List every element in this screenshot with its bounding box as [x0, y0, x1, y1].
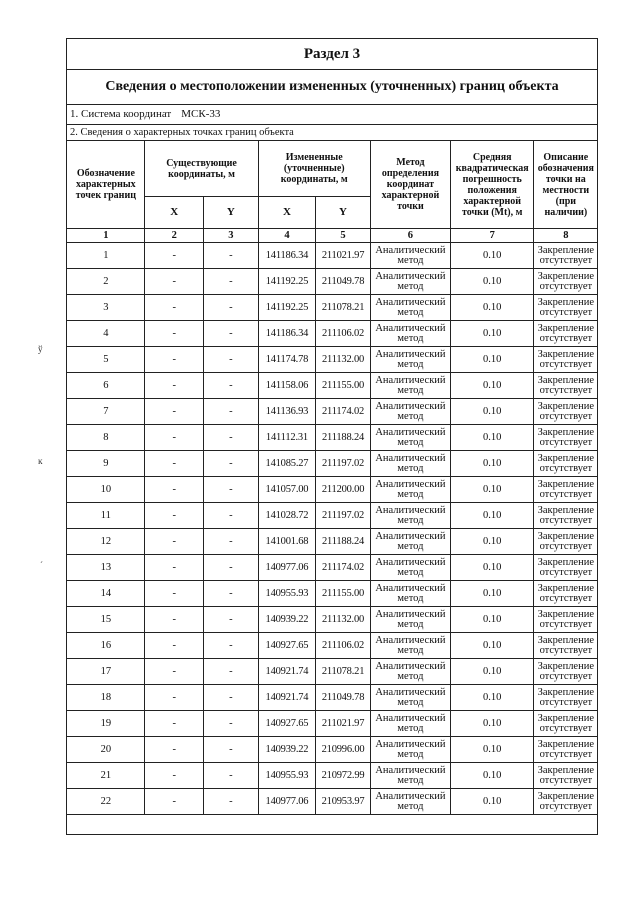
changed-x-cell: 140939.22	[258, 607, 316, 633]
existing-x-cell: -	[145, 581, 204, 607]
accuracy-cell: 0.10	[451, 399, 534, 425]
existing-y-cell: -	[204, 529, 259, 555]
changed-y-cell: 211078.21	[316, 659, 371, 685]
existing-y-cell: -	[204, 269, 259, 295]
changed-y-cell: 211174.02	[316, 555, 371, 581]
existing-y-cell: -	[204, 503, 259, 529]
point-number-cell: 16	[67, 633, 145, 659]
table-row	[67, 373, 598, 399]
accuracy-cell: 0.10	[451, 373, 534, 399]
description-cell: Закрепление отсутствует	[534, 503, 598, 529]
accuracy-cell: 0.10	[451, 789, 534, 815]
boundary-points-table	[66, 140, 598, 815]
changed-y-cell: 210996.00	[316, 737, 371, 763]
table-row	[67, 555, 598, 581]
existing-y-cell: -	[204, 399, 259, 425]
existing-x-cell: -	[145, 373, 204, 399]
margin-mark-3: ˊ	[40, 560, 43, 570]
accuracy-cell: 0.10	[451, 477, 534, 503]
existing-y-cell: -	[204, 477, 259, 503]
method-cell: Аналитический метод	[370, 243, 450, 269]
accuracy-cell: 0.10	[451, 529, 534, 555]
table-row	[67, 633, 598, 659]
existing-y-cell: -	[204, 451, 259, 477]
existing-x-cell: -	[145, 529, 204, 555]
accuracy-cell: 0.10	[451, 243, 534, 269]
document-frame	[66, 38, 598, 835]
existing-x-cell: -	[145, 295, 204, 321]
table-row	[67, 425, 598, 451]
existing-x-cell: -	[145, 477, 204, 503]
description-cell: Закрепление отсутствует	[534, 373, 598, 399]
accuracy-cell: 0.10	[451, 763, 534, 789]
description-cell: Закрепление отсутствует	[534, 789, 598, 815]
column-number: 7	[451, 229, 534, 243]
column-number: 6	[370, 229, 450, 243]
existing-x-cell: -	[145, 425, 204, 451]
points-heading: 2. Сведения о характерных точках границ объекта	[70, 127, 294, 138]
point-number-cell: 20	[67, 737, 145, 763]
coordinate-system-value: МСК-33	[181, 108, 221, 120]
point-number-cell: 6	[67, 373, 145, 399]
changed-x-cell: 141028.72	[258, 503, 316, 529]
point-number-cell: 18	[67, 685, 145, 711]
table-row	[67, 607, 598, 633]
existing-y-cell: -	[204, 295, 259, 321]
column-number: 8	[534, 229, 598, 243]
accuracy-cell: 0.10	[451, 347, 534, 373]
changed-x-cell: 140955.93	[258, 581, 316, 607]
point-number-cell: 9	[67, 451, 145, 477]
description-cell: Закрепление отсутствует	[534, 555, 598, 581]
existing-y-cell: -	[204, 711, 259, 737]
changed-x-cell: 140921.74	[258, 685, 316, 711]
column-number: 5	[316, 229, 371, 243]
margin-mark-2: ĸ	[38, 456, 43, 466]
point-number-cell: 13	[67, 555, 145, 581]
point-number-cell: 7	[67, 399, 145, 425]
accuracy-cell: 0.10	[451, 737, 534, 763]
method-cell: Аналитический метод	[370, 555, 450, 581]
changed-x-cell: 140955.93	[258, 763, 316, 789]
description-cell: Закрепление отсутствует	[534, 425, 598, 451]
point-number-cell: 14	[67, 581, 145, 607]
changed-x-cell: 141057.00	[258, 477, 316, 503]
coordinate-system-line	[67, 104, 597, 125]
table-row	[67, 529, 598, 555]
method-cell: Аналитический метод	[370, 451, 450, 477]
description-cell: Закрепление отсутствует	[534, 347, 598, 373]
existing-x-cell: -	[145, 321, 204, 347]
method-cell: Аналитический метод	[370, 477, 450, 503]
existing-y-cell: -	[204, 789, 259, 815]
point-number-cell: 10	[67, 477, 145, 503]
header-existing-coords: Существующие координаты, м	[145, 141, 258, 197]
table-row	[67, 347, 598, 373]
method-cell: Аналитический метод	[370, 685, 450, 711]
point-number-cell: 11	[67, 503, 145, 529]
changed-y-cell: 210953.97	[316, 789, 371, 815]
column-number: 3	[204, 229, 259, 243]
existing-x-cell: -	[145, 607, 204, 633]
changed-x-cell: 140927.65	[258, 633, 316, 659]
point-number-cell: 1	[67, 243, 145, 269]
method-cell: Аналитический метод	[370, 321, 450, 347]
changed-x-cell: 141136.93	[258, 399, 316, 425]
description-cell: Закрепление отсутствует	[534, 451, 598, 477]
accuracy-cell: 0.10	[451, 607, 534, 633]
method-cell: Аналитический метод	[370, 295, 450, 321]
existing-y-cell: -	[204, 763, 259, 789]
accuracy-cell: 0.10	[451, 321, 534, 347]
table-row	[67, 399, 598, 425]
accuracy-cell: 0.10	[451, 685, 534, 711]
method-cell: Аналитический метод	[370, 373, 450, 399]
accuracy-cell: 0.10	[451, 659, 534, 685]
column-number: 4	[258, 229, 316, 243]
table-row	[67, 685, 598, 711]
method-cell: Аналитический метод	[370, 529, 450, 555]
method-cell: Аналитический метод	[370, 659, 450, 685]
changed-y-cell: 211021.97	[316, 711, 371, 737]
point-number-cell: 15	[67, 607, 145, 633]
section-subtitle: Сведения о местоположении измененных (уточненных) границ объекта	[67, 69, 597, 105]
existing-x-cell: -	[145, 399, 204, 425]
point-number-cell: 4	[67, 321, 145, 347]
method-cell: Аналитический метод	[370, 399, 450, 425]
changed-y-cell: 211078.21	[316, 295, 371, 321]
description-cell: Закрепление отсутствует	[534, 659, 598, 685]
description-cell: Закрепление отсутствует	[534, 737, 598, 763]
existing-y-cell: -	[204, 373, 259, 399]
changed-x-cell: 141001.68	[258, 529, 316, 555]
table-row	[67, 789, 598, 815]
accuracy-cell: 0.10	[451, 451, 534, 477]
header-existing-x: X	[145, 197, 204, 229]
method-cell: Аналитический метод	[370, 607, 450, 633]
method-cell: Аналитический метод	[370, 581, 450, 607]
accuracy-cell: 0.10	[451, 581, 534, 607]
method-cell: Аналитический метод	[370, 503, 450, 529]
changed-y-cell: 211049.78	[316, 685, 371, 711]
header-accuracy: Средняя квадратическая погрешность положения характерной точки (Mt), м	[451, 141, 534, 229]
existing-x-cell: -	[145, 451, 204, 477]
point-number-cell: 17	[67, 659, 145, 685]
changed-y-cell: 211200.00	[316, 477, 371, 503]
description-cell: Закрепление отсутствует	[534, 477, 598, 503]
existing-x-cell: -	[145, 789, 204, 815]
changed-y-cell: 211106.02	[316, 321, 371, 347]
existing-y-cell: -	[204, 425, 259, 451]
changed-y-cell: 211197.02	[316, 451, 371, 477]
existing-y-cell: -	[204, 243, 259, 269]
changed-x-cell: 141192.25	[258, 269, 316, 295]
description-cell: Закрепление отсутствует	[534, 399, 598, 425]
header-existing-y: Y	[204, 197, 259, 229]
existing-x-cell: -	[145, 685, 204, 711]
accuracy-cell: 0.10	[451, 711, 534, 737]
changed-x-cell: 141186.34	[258, 243, 316, 269]
description-cell: Закрепление отсутствует	[534, 633, 598, 659]
header-changed-y: Y	[316, 197, 371, 229]
existing-y-cell: -	[204, 347, 259, 373]
method-cell: Аналитический метод	[370, 633, 450, 659]
point-number-cell: 3	[67, 295, 145, 321]
existing-x-cell: -	[145, 243, 204, 269]
margin-mark-1: ў	[38, 344, 43, 354]
table-body	[67, 243, 598, 815]
method-cell: Аналитический метод	[370, 711, 450, 737]
table-row	[67, 451, 598, 477]
point-number-cell: 2	[67, 269, 145, 295]
table-row	[67, 737, 598, 763]
description-cell: Закрепление отсутствует	[534, 295, 598, 321]
existing-x-cell: -	[145, 633, 204, 659]
existing-x-cell: -	[145, 711, 204, 737]
existing-y-cell: -	[204, 737, 259, 763]
header-point-designation: Обозначение характерных точек границ	[67, 141, 145, 229]
existing-y-cell: -	[204, 607, 259, 633]
existing-x-cell: -	[145, 269, 204, 295]
method-cell: Аналитический метод	[370, 347, 450, 373]
existing-y-cell: -	[204, 581, 259, 607]
table-row	[67, 321, 598, 347]
table-row	[67, 503, 598, 529]
changed-y-cell: 211106.02	[316, 633, 371, 659]
point-number-cell: 22	[67, 789, 145, 815]
changed-x-cell: 140927.65	[258, 711, 316, 737]
existing-x-cell: -	[145, 763, 204, 789]
existing-x-cell: -	[145, 347, 204, 373]
changed-y-cell: 211188.24	[316, 425, 371, 451]
existing-x-cell: -	[145, 659, 204, 685]
description-cell: Закрепление отсутствует	[534, 529, 598, 555]
description-cell: Закрепление отсутствует	[534, 685, 598, 711]
changed-y-cell: 211155.00	[316, 373, 371, 399]
column-number: 2	[145, 229, 204, 243]
method-cell: Аналитический метод	[370, 789, 450, 815]
changed-y-cell: 211197.02	[316, 503, 371, 529]
changed-y-cell: 210972.99	[316, 763, 371, 789]
changed-x-cell: 141186.34	[258, 321, 316, 347]
existing-y-cell: -	[204, 659, 259, 685]
table-row	[67, 477, 598, 503]
changed-x-cell: 140939.22	[258, 737, 316, 763]
changed-x-cell: 140921.74	[258, 659, 316, 685]
changed-y-cell: 211188.24	[316, 529, 371, 555]
changed-x-cell: 141158.06	[258, 373, 316, 399]
table-row	[67, 243, 598, 269]
method-cell: Аналитический метод	[370, 737, 450, 763]
description-cell: Закрепление отсутствует	[534, 581, 598, 607]
accuracy-cell: 0.10	[451, 269, 534, 295]
changed-x-cell: 140977.06	[258, 555, 316, 581]
changed-y-cell: 211155.00	[316, 581, 371, 607]
changed-x-cell: 140977.06	[258, 789, 316, 815]
existing-y-cell: -	[204, 685, 259, 711]
accuracy-cell: 0.10	[451, 295, 534, 321]
changed-x-cell: 141174.78	[258, 347, 316, 373]
changed-y-cell: 211021.97	[316, 243, 371, 269]
existing-y-cell: -	[204, 633, 259, 659]
header-changed-coords: Измененные (уточненные) координаты, м	[258, 141, 370, 197]
method-cell: Аналитический метод	[370, 763, 450, 789]
existing-x-cell: -	[145, 737, 204, 763]
changed-y-cell: 211132.00	[316, 607, 371, 633]
table-row	[67, 581, 598, 607]
table-row	[67, 711, 598, 737]
header-method: Метод определения координат характерной точки	[370, 141, 450, 229]
column-number: 1	[67, 229, 145, 243]
description-cell: Закрепление отсутствует	[534, 711, 598, 737]
accuracy-cell: 0.10	[451, 503, 534, 529]
changed-y-cell: 211174.02	[316, 399, 371, 425]
table-row	[67, 295, 598, 321]
existing-y-cell: -	[204, 321, 259, 347]
method-cell: Аналитический метод	[370, 269, 450, 295]
table-row	[67, 659, 598, 685]
table-row	[67, 763, 598, 789]
accuracy-cell: 0.10	[451, 555, 534, 581]
header-changed-x: X	[258, 197, 316, 229]
existing-x-cell: -	[145, 555, 204, 581]
accuracy-cell: 0.10	[451, 425, 534, 451]
changed-x-cell: 141112.31	[258, 425, 316, 451]
description-cell: Закрепление отсутствует	[534, 269, 598, 295]
existing-x-cell: -	[145, 503, 204, 529]
changed-y-cell: 211049.78	[316, 269, 371, 295]
point-number-cell: 8	[67, 425, 145, 451]
description-cell: Закрепление отсутствует	[534, 607, 598, 633]
description-cell: Закрепление отсутствует	[534, 321, 598, 347]
point-number-cell: 21	[67, 763, 145, 789]
section-title: Раздел 3	[67, 39, 597, 70]
point-number-cell: 19	[67, 711, 145, 737]
description-cell: Закрепление отсутствует	[534, 763, 598, 789]
coordinate-system-label: 1. Система координат	[70, 108, 172, 120]
description-cell: Закрепление отсутствует	[534, 243, 598, 269]
point-number-cell: 5	[67, 347, 145, 373]
changed-x-cell: 141192.25	[258, 295, 316, 321]
point-number-cell: 12	[67, 529, 145, 555]
changed-x-cell: 141085.27	[258, 451, 316, 477]
accuracy-cell: 0.10	[451, 633, 534, 659]
existing-y-cell: -	[204, 555, 259, 581]
header-description: Описание обозначения точки на местности (при наличии)	[534, 141, 598, 229]
method-cell: Аналитический метод	[370, 425, 450, 451]
changed-y-cell: 211132.00	[316, 347, 371, 373]
table-row	[67, 269, 598, 295]
